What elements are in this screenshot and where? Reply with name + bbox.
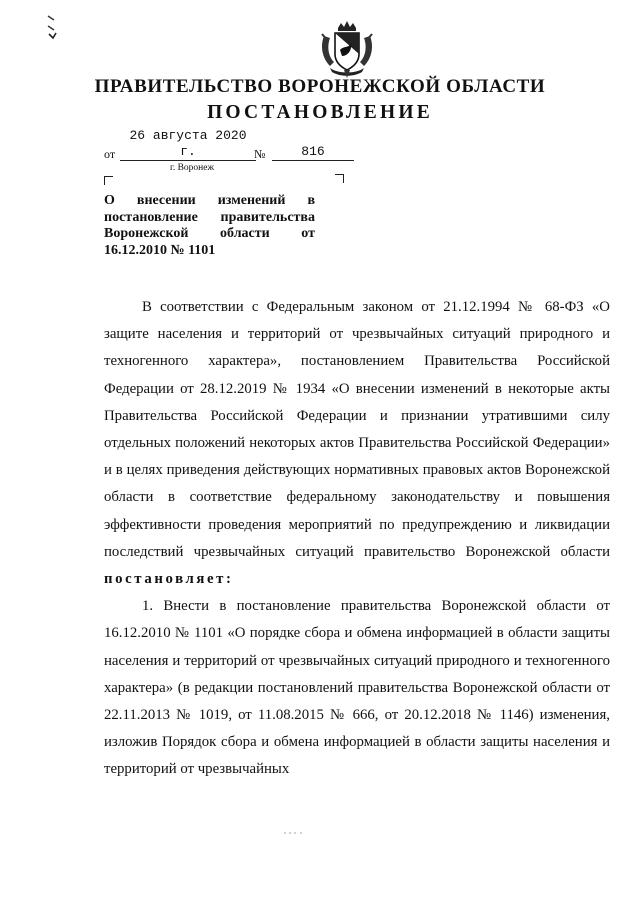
document-date: 26 августа 2020 г. [120, 128, 256, 161]
coat-of-arms-emblem [318, 20, 376, 80]
bracket-corner-left [104, 176, 113, 185]
document-subject: О внесении изменений в постановление правительства Воронежской области от 16.12.2010 № 1101 [104, 193, 315, 258]
bracket-corner-right [335, 174, 344, 183]
decree-word: постановляет: [104, 571, 234, 588]
organization-title: ПРАВИТЕЛЬСТВО ВОРОНЕЖСКОЙ ОБЛАСТИ [94, 76, 546, 97]
document-number: 816 [272, 144, 354, 161]
number-sign-label: № [254, 147, 266, 161]
clause-1-paragraph: 1. Внести в постановление правительства Воронежской области от 16.12.2010 № 1101 «О порядке сбора и обмена информацией в области защиты населения и территорий от чрезвычайных ситуаций природного и техногенного характера» (в редакции постановлений правительства Воронежской области от 22.11.2013 № 1019, от 11.08.2015 № 666, от 20.12.2018 № 1146) изменения, изложив Порядок сбора и обмена информацией в области защиты населения и территорий от чрезвычайных [104, 598, 610, 778]
city-label: г. Воронеж [170, 163, 215, 173]
date-prefix-label: от [104, 147, 116, 161]
scan-mark-icon [46, 14, 60, 44]
preamble-paragraph [104, 294, 610, 593]
scan-speck-dots [282, 830, 306, 836]
document-type-title: ПОСТАНОВЛЕНИЕ [207, 102, 433, 123]
document-body [104, 294, 610, 784]
date-number-line [104, 128, 354, 162]
preamble-text: В соответствии с Федеральным законом от 21.12.1994 № 68-ФЗ «О защите населения и территорий от чрезвычайных ситуаций природного и техногенного характера», постановлением Правительства Российской Федерации от 28.12.2019 № 1934 «О внесении изменений в некоторые акты Правительства Российской Федерации и признании утратившими силу отдельных положений некоторых актов Правительства Российской Федерации» и в целях приведения действующих нормативных правовых актов Воронежской области в соответствие федеральному законодательству и повышения эффективности проведения мероприятий по предупреждению и ликвидации последствий чрезвычайных ситуаций правительство Воронежской области [104, 299, 610, 560]
